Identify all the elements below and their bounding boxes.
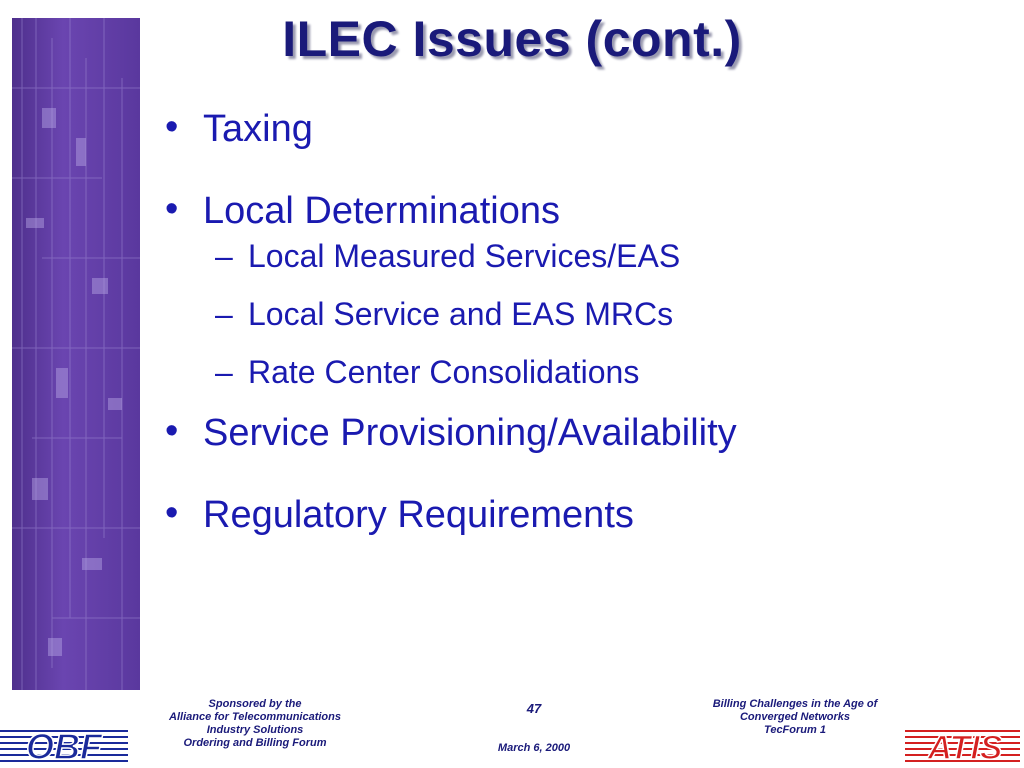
sponsor-line: Industry Solutions [206, 724, 304, 736]
bullet-text: Service Provisioning/Availability [203, 412, 737, 454]
page-number: 47 [526, 701, 542, 716]
sponsor-line: Sponsored by the [208, 698, 302, 710]
bullet-item [165, 494, 985, 534]
decorative-circuit-strip [12, 18, 140, 690]
bullet-item [165, 108, 985, 148]
sub-bullet-item [165, 296, 985, 332]
sub-bullet-text: Local Service and EAS MRCs [248, 296, 674, 332]
obf-logo-text: OBF [26, 728, 102, 764]
obf-logo [0, 728, 128, 764]
circuit-pattern [12, 18, 140, 690]
event-line: TecForum 1 [764, 724, 826, 736]
bullet-marker: • [165, 410, 179, 452]
sub-bullet-text: Rate Center Consolidations [248, 354, 640, 390]
bullet-marker: • [165, 492, 179, 534]
bullet-marker: • [165, 188, 179, 230]
sub-bullet-marker: – [215, 296, 233, 332]
sub-bullet-item [165, 238, 985, 274]
event-line: Converged Networks [739, 711, 851, 723]
bullet-item [165, 190, 985, 230]
event-block [680, 698, 910, 737]
sub-bullet-marker: – [215, 354, 233, 390]
sub-bullet-item [165, 354, 985, 390]
bullet-marker: • [165, 106, 179, 148]
sponsor-line: Ordering and Billing Forum [183, 737, 327, 749]
atis-logo [905, 728, 1020, 764]
sponsor-line: Alliance for Telecommunications [169, 711, 341, 723]
bullet-text: Taxing [203, 108, 313, 150]
slide-date: March 6, 2000 [497, 742, 571, 754]
bullet-text: Regulatory Requirements [203, 494, 634, 536]
bullet-list [165, 100, 985, 536]
sub-bullet-marker: – [215, 238, 233, 274]
slide-title: ILEC Issues (cont.) [282, 11, 742, 67]
sub-bullet-text: Local Measured Services/EAS [248, 238, 681, 274]
bullet-item [165, 412, 985, 452]
sponsor-block [150, 698, 360, 750]
bullet-text: Local Determinations [203, 190, 560, 232]
event-line: Billing Challenges in the Age of [712, 698, 878, 710]
atis-logo-text: ATIS [927, 729, 1003, 764]
